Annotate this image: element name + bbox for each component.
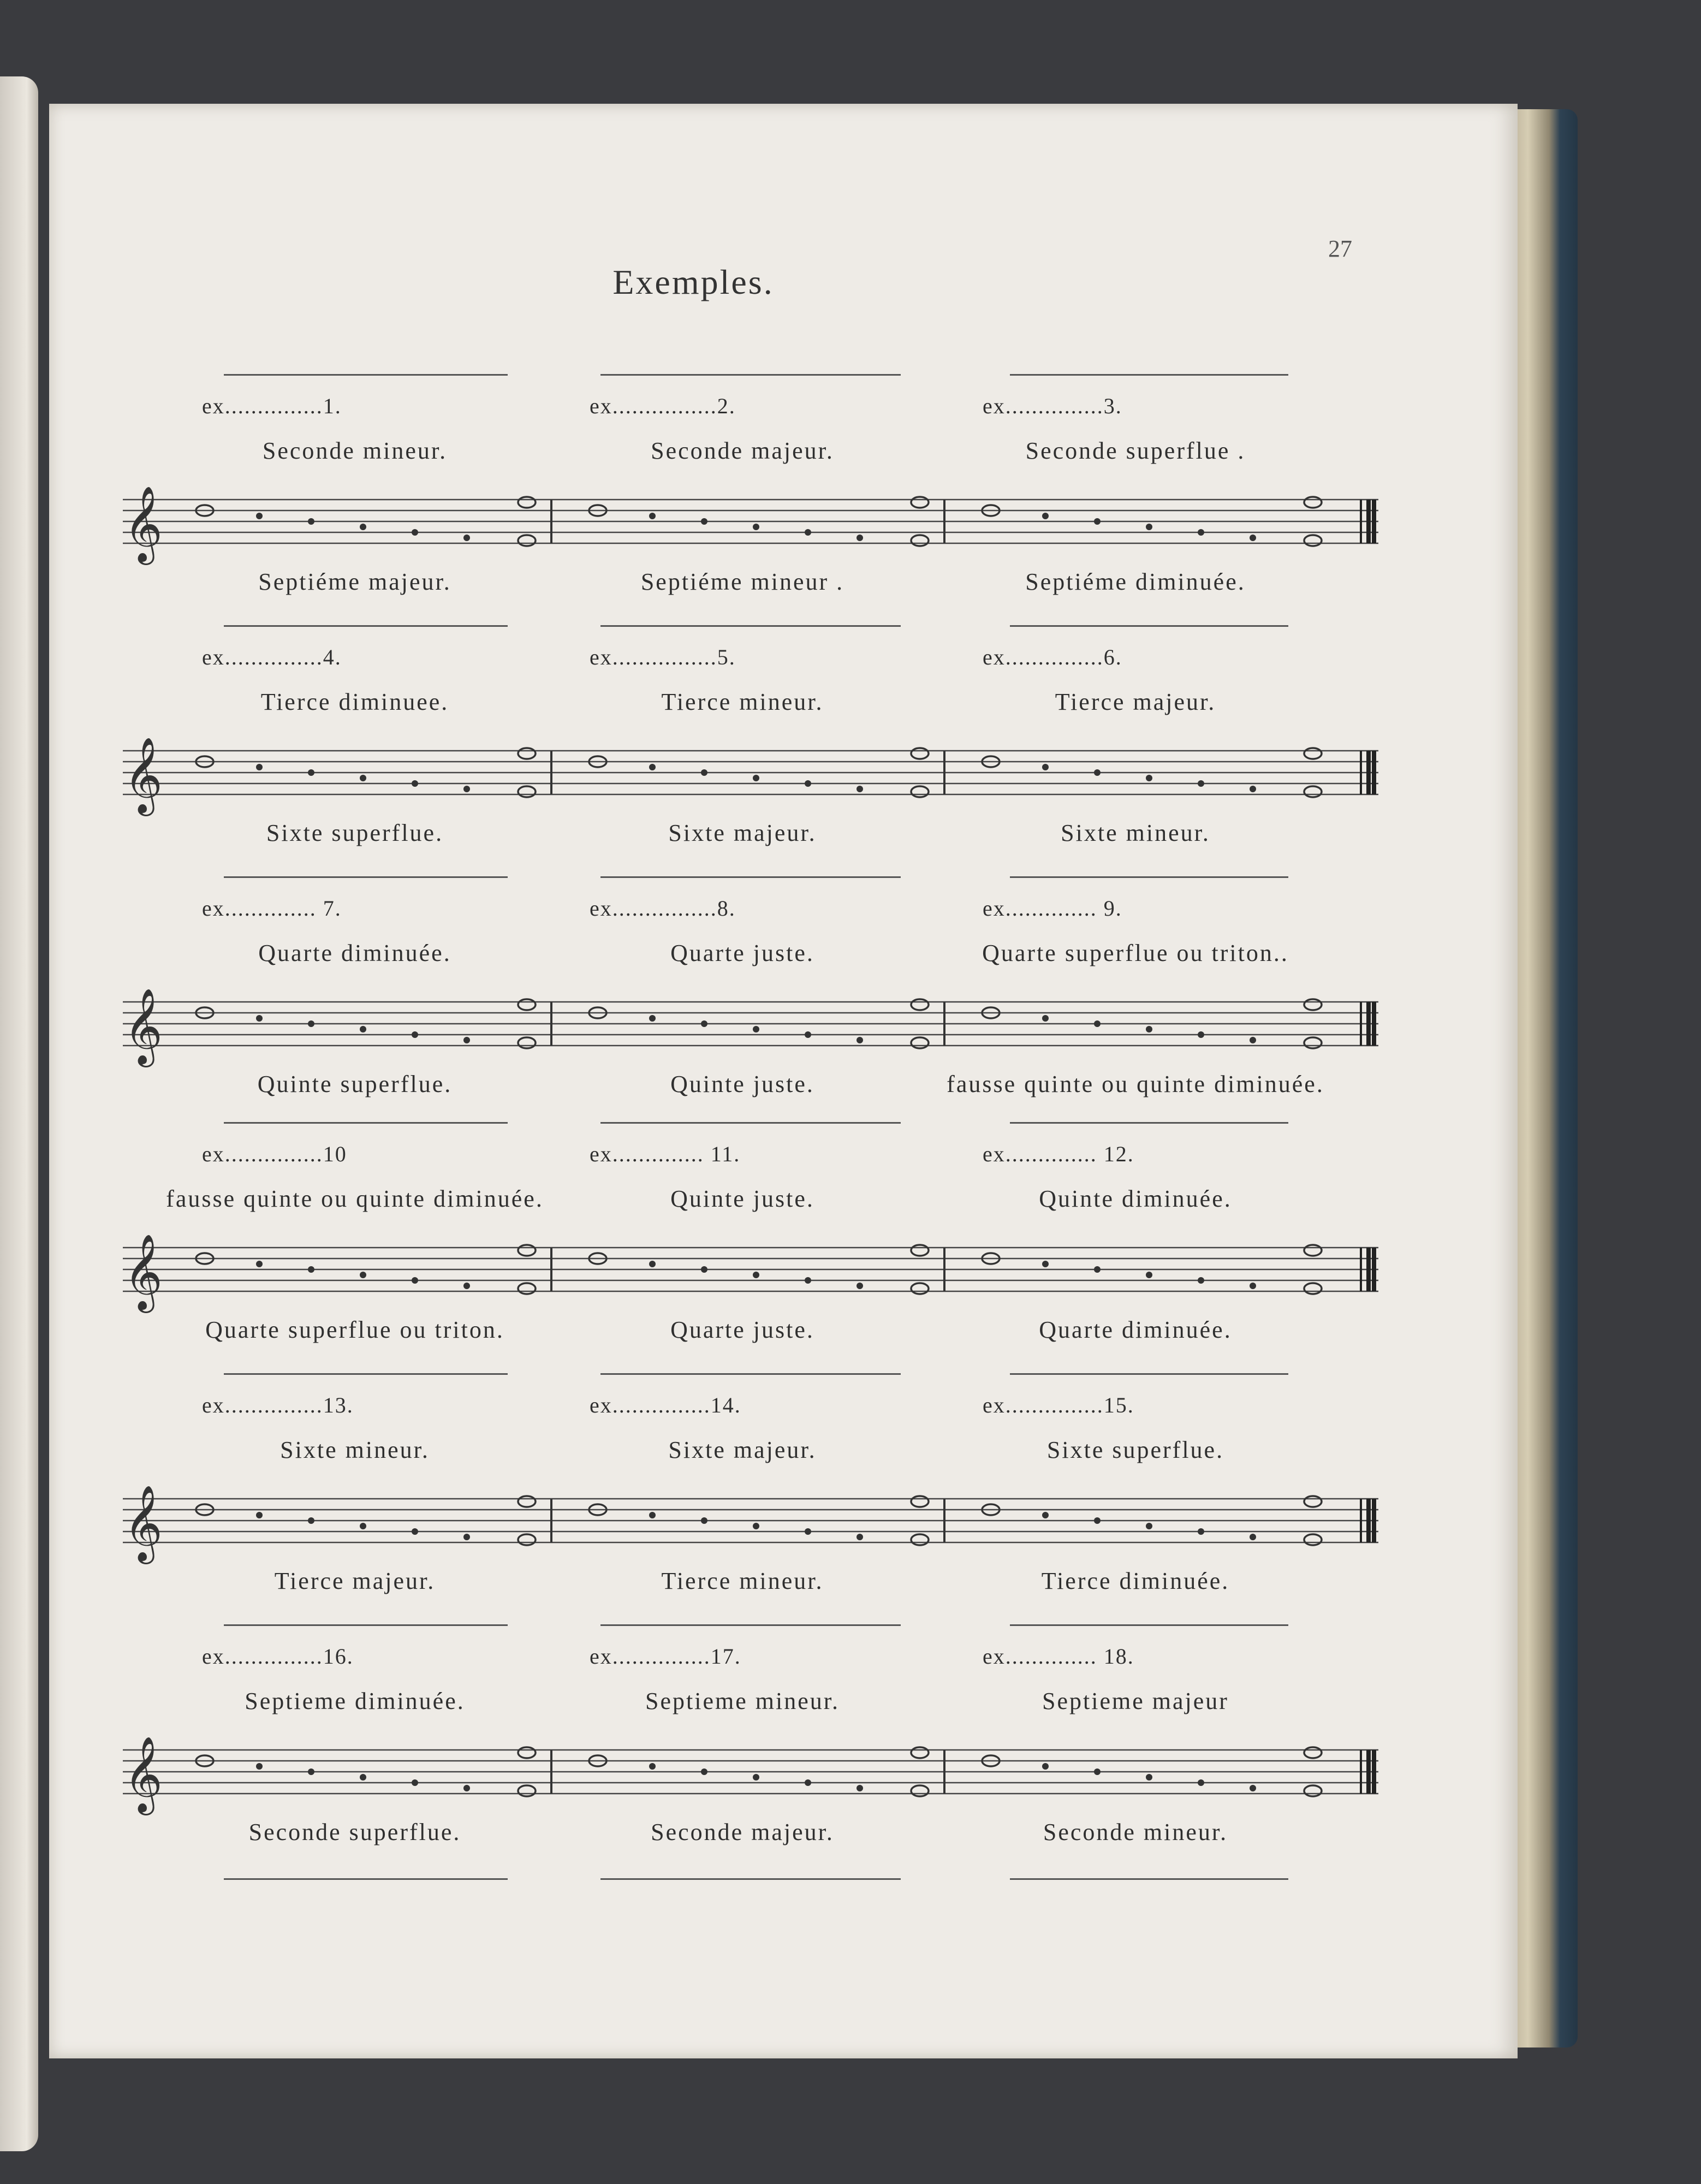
step-dot [463,1283,470,1289]
whole-note [911,1534,929,1545]
rule-line [600,625,901,627]
interval-label-top: Septieme majeur [1042,1688,1229,1714]
example-number: ex.............. 12. [983,1142,1134,1166]
example-number: ex................5. [590,645,736,669]
step-dot [1250,1785,1256,1791]
step-dot [308,1768,314,1775]
step-dot [1250,535,1256,541]
step-dot [649,513,656,519]
rule-line [1010,1878,1288,1880]
step-dot [753,1774,759,1781]
whole-note [518,497,536,508]
step-dot [308,1517,314,1524]
rule-line [224,625,508,627]
step-dot [805,1528,811,1535]
rule-line [600,1878,901,1880]
step-dot [412,1779,418,1786]
step-dot [649,1261,656,1267]
treble-clef-icon: 𝄞 [124,486,163,562]
step-dot [857,1283,863,1289]
whole-note [518,1245,536,1256]
step-dot [1198,1779,1204,1786]
whole-note [518,1534,536,1545]
interval-label-bottom: Tierce majeur. [274,1568,436,1594]
step-dot [701,1020,707,1027]
step-dot [412,780,418,787]
step-dot [1094,1266,1101,1273]
step-dot [1094,1768,1101,1775]
step-dot [360,775,366,781]
step-dot [360,1272,366,1278]
interval-label-top: Sixte majeur. [668,1437,817,1463]
step-dot [360,1026,366,1032]
whole-note [1304,497,1322,508]
example-number: ex.............. 11. [590,1142,741,1166]
step-dot [463,1534,470,1540]
step-dot [308,769,314,776]
step-dot [701,769,707,776]
step-dot [308,518,314,525]
rule-line [600,1122,901,1124]
example-number: ex...............13. [202,1393,354,1417]
interval-label-top: Seconde mineur. [262,437,448,464]
interval-label-top: Seconde superflue . [1025,437,1246,464]
treble-clef-icon: 𝄞 [124,737,163,813]
step-dot [412,1528,418,1535]
interval-label-bottom: Sixte majeur. [668,820,817,846]
whole-note [911,1283,929,1294]
music-staff [123,737,1378,813]
interval-label-top: Quinte juste. [670,1185,814,1212]
whole-note [1304,535,1322,546]
step-dot [857,786,863,792]
interval-label-bottom: Sixte superflue. [266,820,444,846]
interval-label-bottom: Septiéme diminuée. [1025,568,1246,595]
interval-label-bottom: Septiéme mineur . [640,568,844,595]
rule-line [224,876,508,878]
step-dot [256,1261,263,1267]
step-dot [1146,1774,1152,1781]
example-number: ex...............15. [983,1393,1134,1417]
example-number: ex...............10 [202,1142,347,1166]
step-dot [1198,1528,1204,1535]
step-dot [753,1523,759,1529]
step-dot [753,1026,759,1032]
music-staff [123,486,1378,562]
whole-note [911,1496,929,1507]
example-number: ex.............. 18. [983,1644,1134,1669]
step-dot [701,518,707,525]
interval-label-bottom: Tierce mineur. [661,1568,824,1594]
treble-clef-icon: 𝄞 [124,1736,163,1812]
whole-note [911,786,929,797]
step-dot [1042,513,1049,519]
rule-line [224,1624,508,1626]
step-dot [701,1266,707,1273]
interval-label-bottom: Quinte juste. [670,1071,814,1097]
whole-note [1304,999,1322,1010]
step-dot [1094,518,1101,525]
interval-label-bottom: Quinte superflue. [257,1071,453,1097]
step-dot [1094,1020,1101,1027]
step-dot [308,1020,314,1027]
step-dot [1250,786,1256,792]
example-number: ex...............3. [983,394,1122,418]
step-dot [360,1774,366,1781]
step-dot [463,1785,470,1791]
step-dot [412,1031,418,1038]
music-staff [123,1234,1378,1310]
interval-label-top: Tierce diminuee. [260,689,449,715]
step-dot [1146,1272,1152,1278]
step-dot [1042,1512,1049,1518]
step-dot [649,1512,656,1518]
interval-label-top: Tierce majeur. [1055,689,1216,715]
rule-line [224,1122,508,1124]
example-number: ex.............. 9. [983,896,1122,921]
whole-note [911,497,929,508]
page-number: 27 [1328,235,1352,262]
example-number: ex...............1. [202,394,342,418]
step-dot [649,1015,656,1022]
interval-label-bottom: Seconde superflue. [248,1819,461,1845]
interval-label-bottom: Seconde majeur. [651,1819,834,1845]
interval-label-bottom: Quarte superflue ou triton. [205,1316,504,1343]
rule-line [600,374,901,376]
treble-clef-icon: 𝄞 [124,1234,163,1310]
rule-line [1010,625,1288,627]
step-dot [1250,1037,1256,1043]
interval-label-bottom: Quarte diminuée. [1039,1316,1232,1343]
interval-label-top: Seconde majeur. [651,437,834,464]
interval-label-bottom: Tierce diminuée. [1041,1568,1230,1594]
step-dot [1094,769,1101,776]
interval-label-top: Sixte superflue. [1046,1437,1224,1463]
example-number: ex...............16. [202,1644,354,1669]
rule-line [1010,1373,1288,1375]
step-dot [412,529,418,536]
interval-label-top: Quarte diminuée. [258,940,451,966]
step-dot [1146,524,1152,530]
step-dot [857,1037,863,1043]
music-staff [123,988,1378,1064]
step-dot [753,775,759,781]
step-dot [1042,764,1049,770]
step-dot [805,529,811,536]
whole-note [1304,1747,1322,1758]
step-dot [256,1512,263,1518]
step-dot [256,1015,263,1022]
whole-note [911,535,929,546]
step-dot [701,1517,707,1524]
step-dot [805,1277,811,1284]
step-dot [256,1763,263,1770]
whole-note [1304,1785,1322,1796]
example-number: ex...............6. [983,645,1122,669]
interval-label-top: Tierce mineur. [661,689,824,715]
interval-label-top: Quinte diminuée. [1039,1185,1232,1212]
whole-note [1304,1534,1322,1545]
step-dot [1198,1277,1204,1284]
step-dot [1094,1517,1101,1524]
music-staff [123,1736,1378,1812]
whole-note [911,999,929,1010]
whole-note [1304,1245,1322,1256]
interval-label-bottom: Sixte mineur. [1061,820,1210,846]
whole-note [518,1785,536,1796]
step-dot [857,535,863,541]
step-dot [701,1768,707,1775]
whole-note [1304,1496,1322,1507]
page-title: Exemples. [612,263,774,301]
step-dot [753,1272,759,1278]
step-dot [1042,1015,1049,1022]
whole-note [911,1037,929,1048]
step-dot [1198,780,1204,787]
whole-note [911,748,929,759]
interval-label-top: fausse quinte ou quinte diminuée. [166,1185,544,1212]
interval-label-bottom: Quarte juste. [670,1316,814,1343]
step-dot [805,780,811,787]
interval-label-bottom: fausse quinte ou quinte diminuée. [947,1071,1324,1097]
whole-note [518,786,536,797]
example-number: ex................8. [590,896,736,921]
interval-label-top: Sixte mineur. [280,1437,430,1463]
rule-line [1010,374,1288,376]
step-dot [649,764,656,770]
step-dot [463,1037,470,1043]
interval-label-top: Septieme diminuée. [245,1688,465,1714]
step-dot [256,513,263,519]
whole-note [518,535,536,546]
interval-label-top: Quarte juste. [670,940,814,966]
whole-note [1304,1283,1322,1294]
rule-line [1010,1122,1288,1124]
step-dot [1250,1283,1256,1289]
step-dot [1146,1523,1152,1529]
step-dot [753,524,759,530]
example-number: ex.............. 7. [202,896,342,921]
step-dot [857,1785,863,1791]
rule-line [224,1878,508,1880]
rule-line [600,1624,901,1626]
whole-note [911,1245,929,1256]
step-dot [805,1031,811,1038]
left-page-edge [0,76,38,2151]
step-dot [1198,529,1204,536]
step-dot [805,1779,811,1786]
whole-note [911,1747,929,1758]
treble-clef-icon: 𝄞 [124,988,163,1064]
step-dot [412,1277,418,1284]
rule-line [1010,876,1288,878]
example-number: ex...............17. [590,1644,741,1669]
whole-note [518,1747,536,1758]
example-number: ex................2. [590,394,736,418]
example-number: ex...............4. [202,645,342,669]
whole-note [518,999,536,1010]
whole-note [1304,748,1322,759]
interval-label-bottom: Seconde mineur. [1043,1819,1228,1845]
interval-label-top: Quarte superflue ou triton.. [982,940,1289,966]
rule-line [1010,1624,1288,1626]
interval-label-top: Septieme mineur. [645,1688,840,1714]
whole-note [1304,786,1322,797]
whole-note [1304,1037,1322,1048]
example-number: ex...............14. [590,1393,741,1417]
rule-line [600,1373,901,1375]
whole-note [518,1496,536,1507]
step-dot [308,1266,314,1273]
rule-line [600,876,901,878]
step-dot [463,535,470,541]
rule-line [224,1373,508,1375]
step-dot [1250,1534,1256,1540]
whole-note [911,1785,929,1796]
whole-note [518,1283,536,1294]
step-dot [857,1534,863,1540]
step-dot [463,786,470,792]
step-dot [649,1763,656,1770]
step-dot [360,524,366,530]
step-dot [256,764,263,770]
step-dot [1146,1026,1152,1032]
treble-clef-icon: 𝄞 [124,1485,163,1561]
rule-line [224,374,508,376]
step-dot [360,1523,366,1529]
step-dot [1198,1031,1204,1038]
step-dot [1042,1261,1049,1267]
step-dot [1146,775,1152,781]
step-dot [1042,1763,1049,1770]
whole-note [518,1037,536,1048]
music-staff [123,1485,1378,1561]
whole-note [518,748,536,759]
interval-label-bottom: Septiéme majeur. [258,568,451,595]
